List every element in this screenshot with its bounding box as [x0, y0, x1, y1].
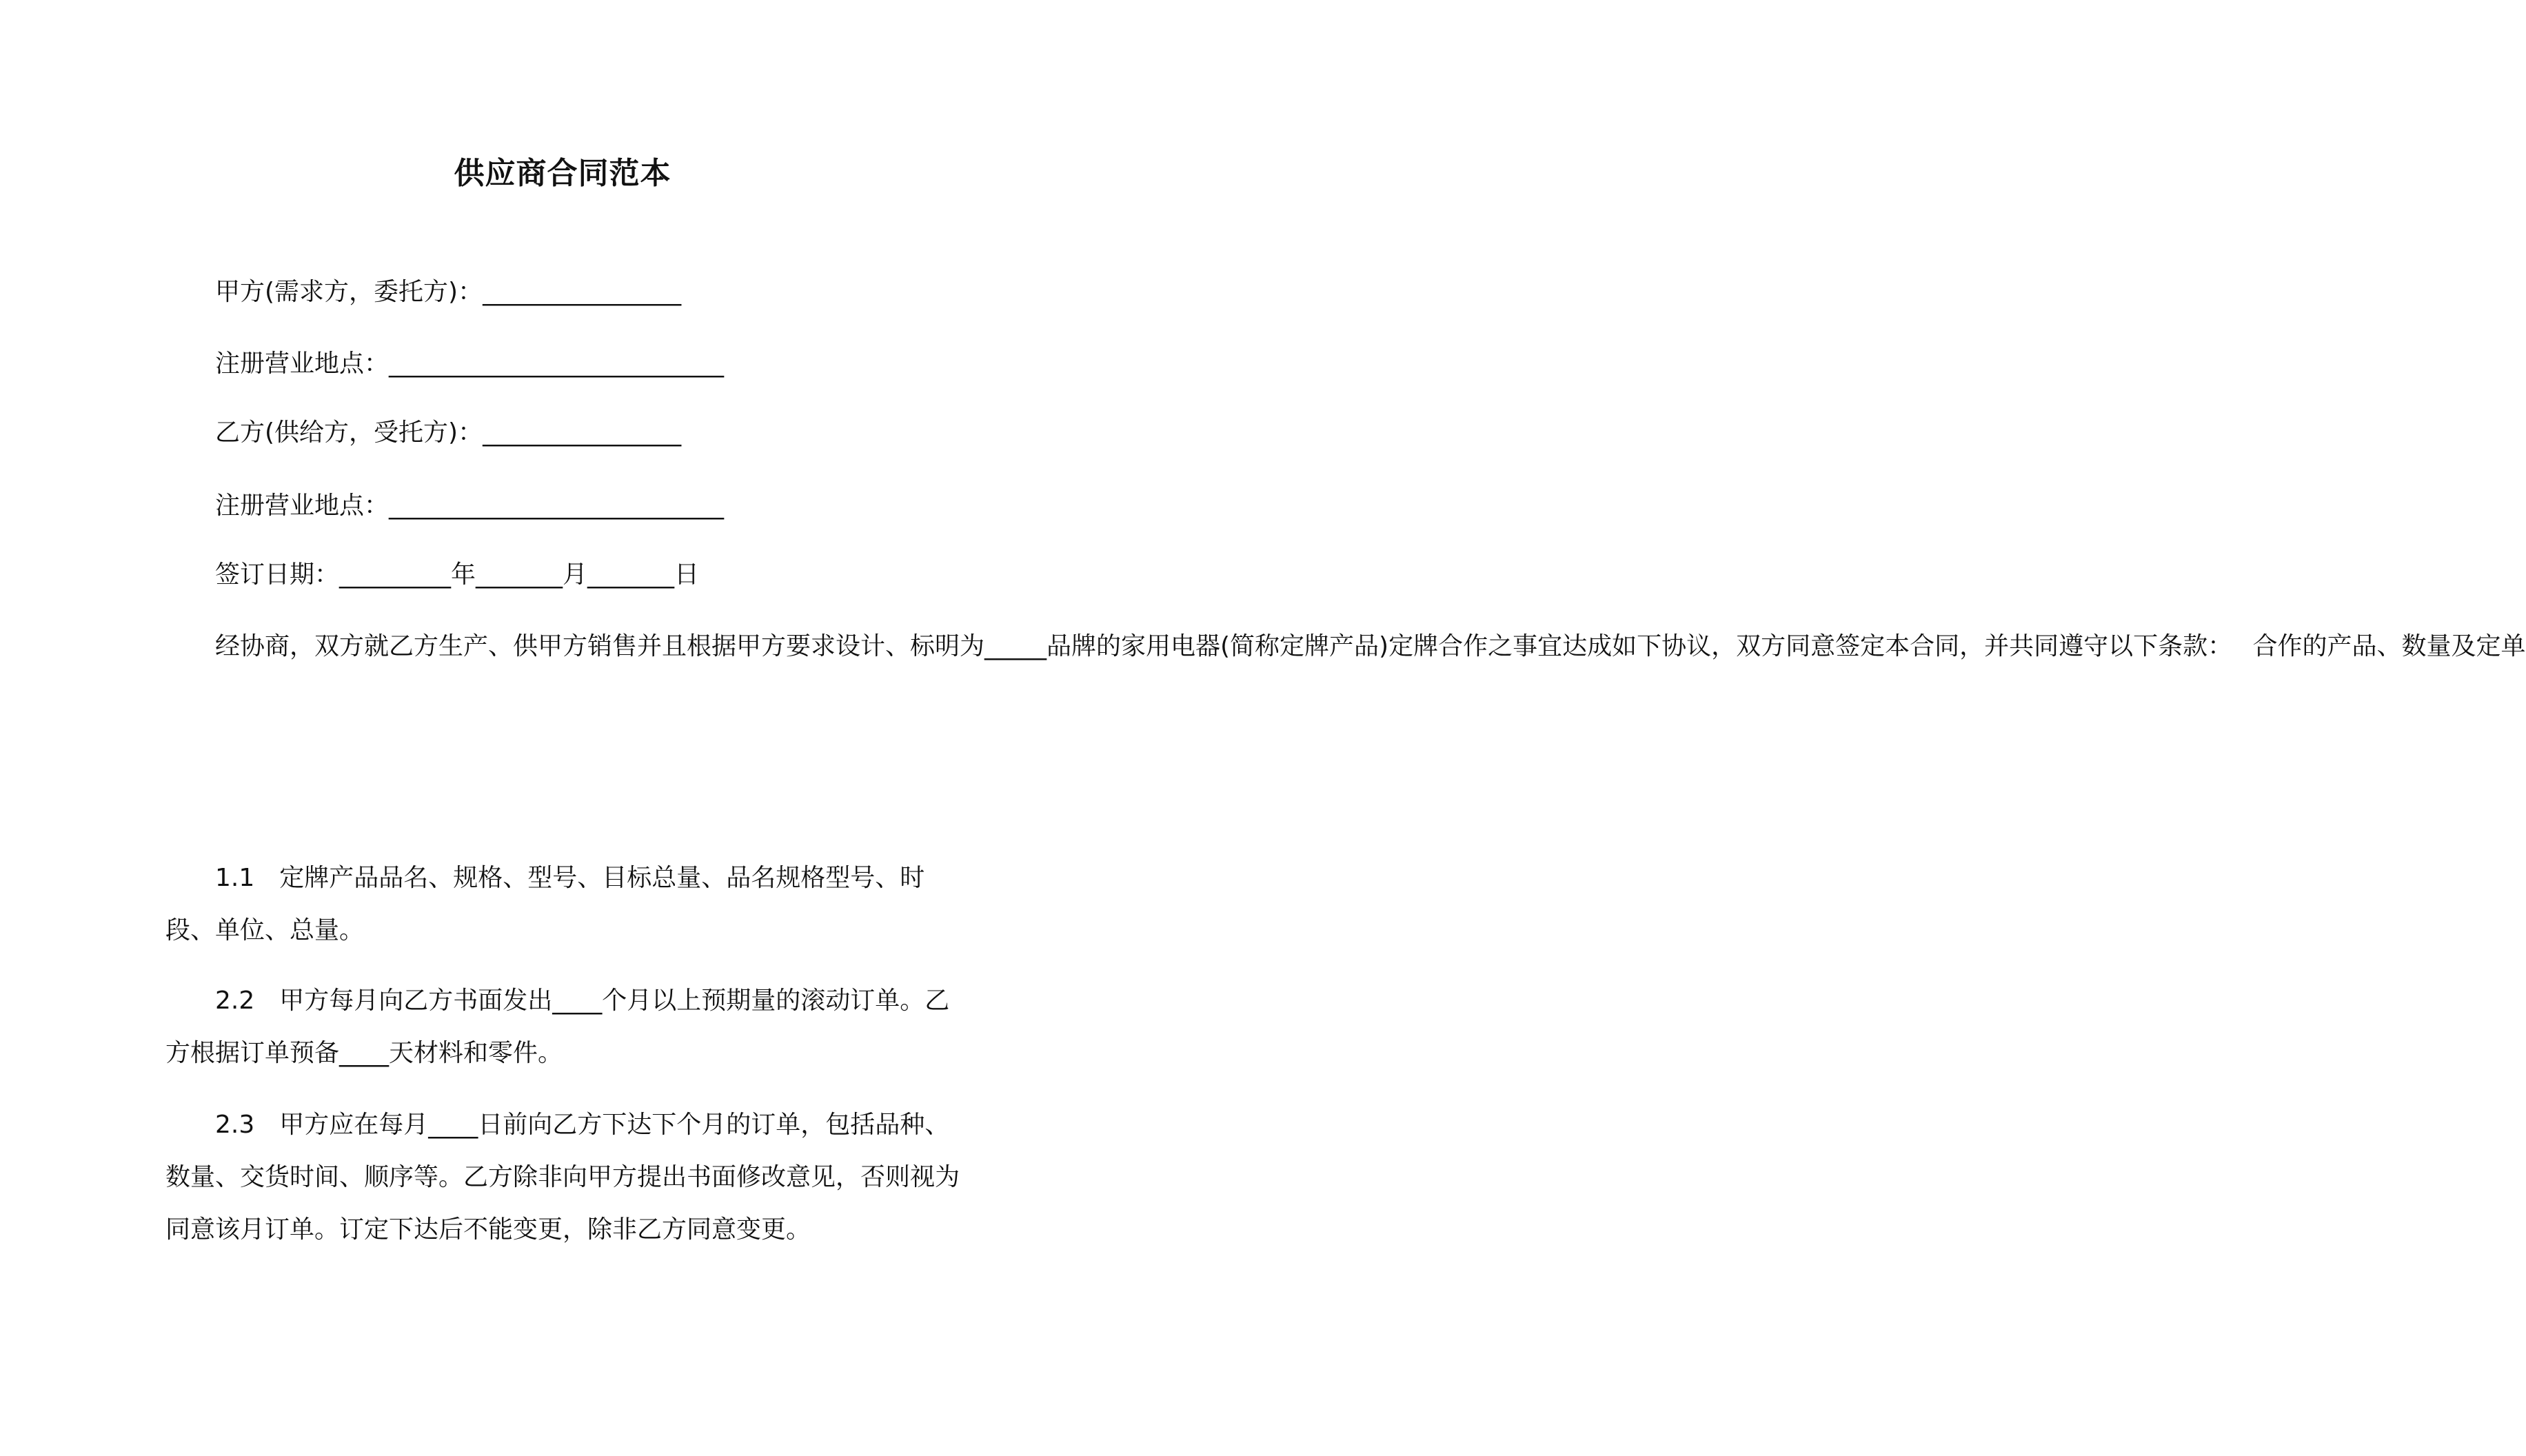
party-b-address-field: [215, 488, 724, 524]
clause-2-2: [165, 975, 965, 1080]
party-a-address-field: [215, 346, 724, 382]
party-b-label: 乙方(供给方，受托方)：: [215, 418, 483, 447]
party-b-address-label: 注册营业地点：: [215, 492, 390, 520]
clause-number: 2.2: [215, 987, 255, 1015]
document-title: 供应商合同范本: [454, 156, 671, 191]
party-a-address-blank: ___________________________: [389, 350, 725, 378]
party-b-field: [215, 415, 681, 451]
party-b-address-blank: ___________________________: [389, 492, 725, 520]
clause-number: 1.1: [215, 864, 255, 892]
clause-text: 甲方应在每月____日前向乙方下达下个月的订单，包括品种、数量、交货时间、顺序等。乙方除非向甲方提出书面修改意见，否则视为同意该月订单。订定下达后不能变更，除非乙方同意变更。: [165, 1111, 960, 1244]
clause-text: 甲方每月向乙方书面发出____个月以上预期量的滚动订单。乙方根据订单预备____天材料和零件。: [165, 987, 950, 1067]
clause-2-3: [165, 1099, 965, 1256]
signing-date-label: 签订日期：_________年_______月_______日: [215, 560, 700, 589]
signing-date-field: [215, 557, 699, 593]
clause-number: 2.3: [215, 1111, 255, 1139]
intro-text: 经协商，双方就乙方生产、供甲方销售并且根据甲方要求设计、标明为_____品牌的家用电器(简称定牌产品)定牌合作之事宜达成如下协议，双方同意签定本合同，并共同遵守以下条款： 合作的产品、数量及定单: [215, 632, 2526, 660]
party-b-blank: ________________: [483, 418, 682, 447]
intro-paragraph: [165, 620, 2526, 673]
clause-text: 定牌产品品名、规格、型号、目标总量、品名规格型号、时段、单位、总量。: [165, 864, 925, 944]
clause-1-1: [165, 852, 965, 957]
party-a-blank: ________________: [483, 278, 682, 306]
party-a-address-label: 注册营业地点：: [215, 350, 390, 378]
party-a-field: [215, 274, 681, 310]
party-a-label: 甲方(需求方，委托方)：: [215, 278, 483, 306]
